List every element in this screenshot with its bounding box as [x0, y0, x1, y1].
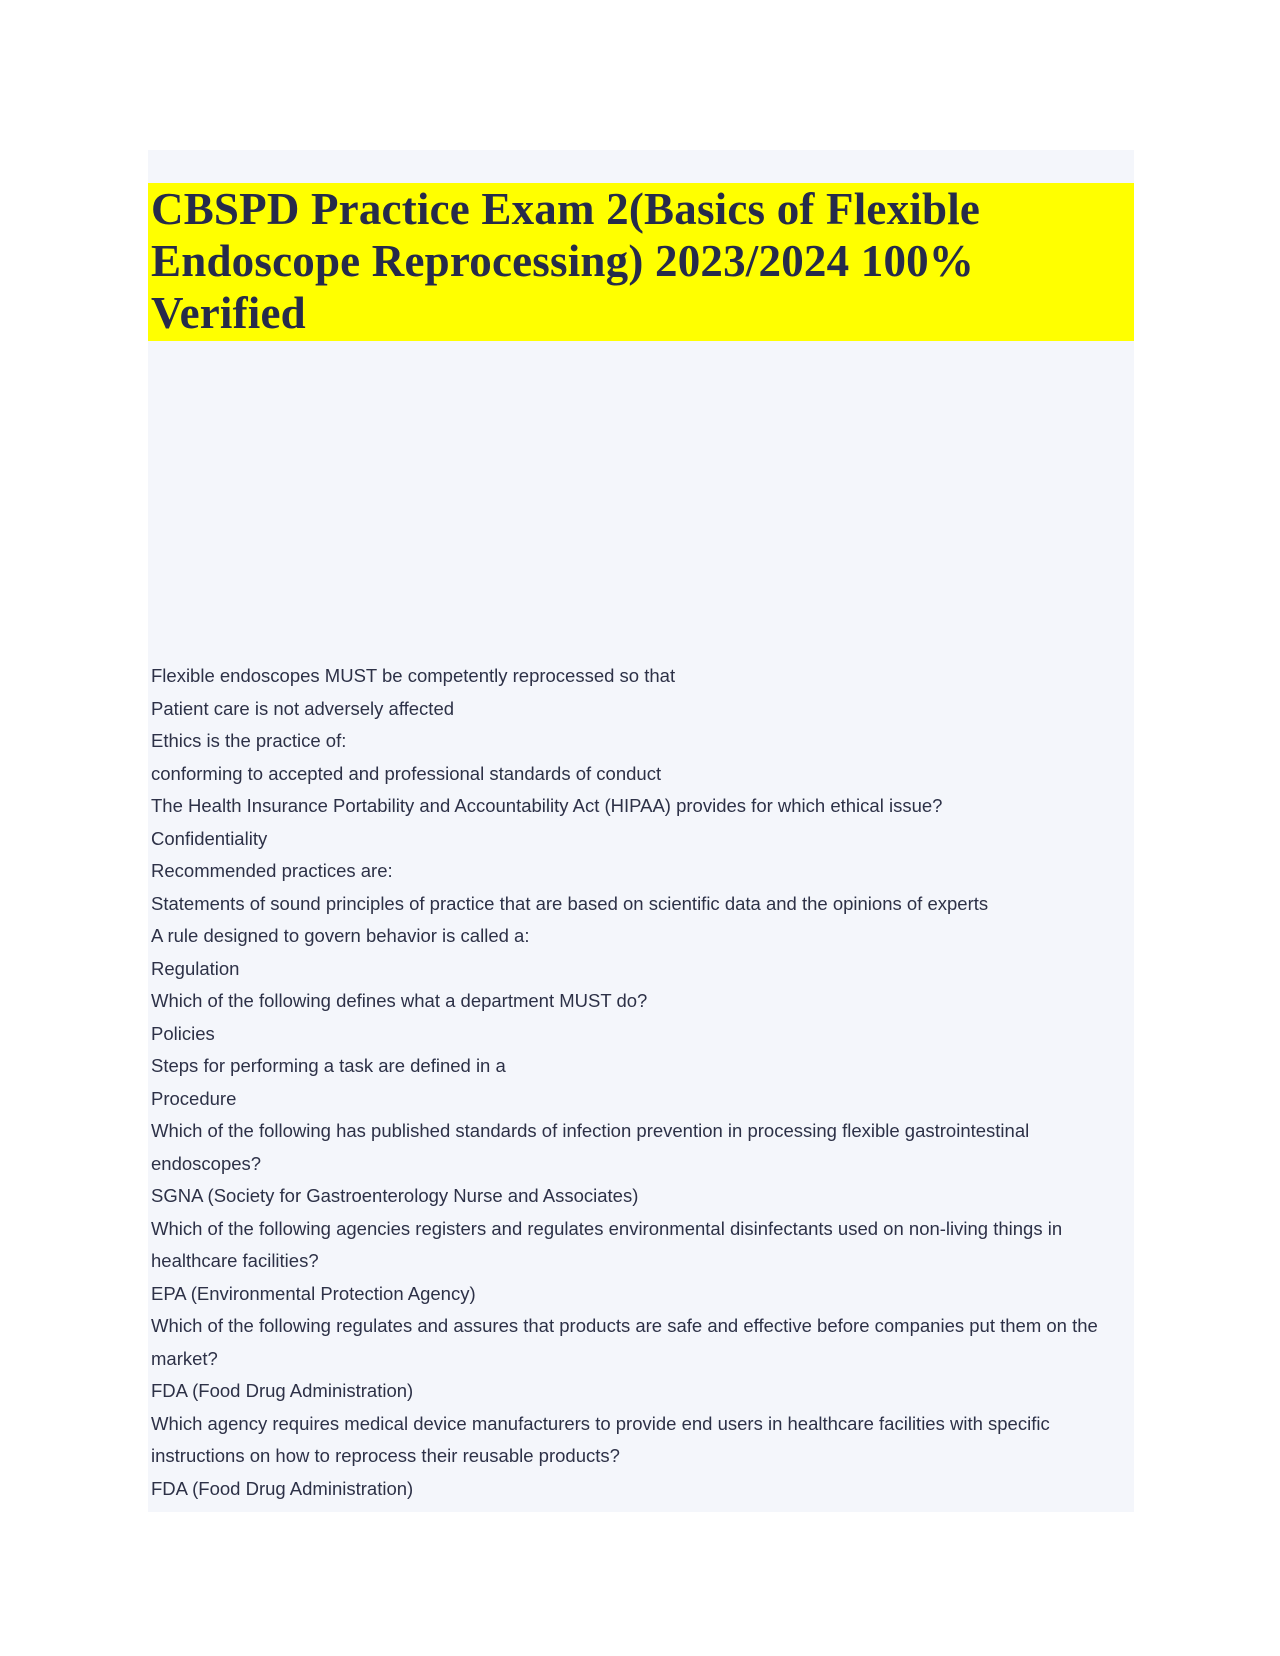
answer-line: FDA (Food Drug Administration): [151, 1477, 414, 1499]
answer-line: Procedure: [151, 1087, 237, 1109]
question-line: Steps for performing a task are defined in a: [151, 1055, 506, 1076]
answer-line: Policies: [151, 1022, 215, 1044]
answer-line: SGNA (Society for Gastroenterology Nurse and Associates): [151, 1185, 639, 1206]
document-title: CBSPD Practice Exam 2(Basics of Flexible Endoscope Reprocessing) 2023/2024 100% Verified: [151, 184, 981, 338]
question-line: Which of the following agencies registers and regulates environmental disinfectants used on non-living things in healthcare facilities?: [151, 1217, 1063, 1271]
question-line: The Health Insurance Portability and Accountability Act (HIPAA) provides for which ethical issue?: [151, 795, 943, 816]
answer-line: conforming to accepted and professional standards of conduct: [151, 762, 662, 784]
answer-line: Statements of sound principles of practice that are based on scientific data and the opinions of experts: [151, 892, 989, 914]
answer-line: Patient care is not adversely affected: [151, 697, 455, 719]
qa-list: [151, 660, 1121, 1505]
question-line: Which of the following regulates and assures that products are safe and effective before companies put them on the market?: [151, 1315, 1098, 1369]
answer-line: EPA (Environmental Protection Agency): [151, 1282, 476, 1304]
question-line: Ethics is the practice of:: [151, 730, 347, 751]
question-line: Flexible endoscopes MUST be competently reprocessed so that: [151, 665, 676, 686]
answer-line: FDA (Food Drug Administration): [151, 1380, 414, 1401]
content-panel: [148, 150, 1134, 1512]
question-line: Which of the following defines what a department MUST do?: [151, 990, 648, 1011]
title-highlight: [148, 183, 1134, 341]
question-line: Which agency requires medical device manufacturers to provide end users in healthcare facilities with specific instructions on how to reprocess their reusable products?: [151, 1412, 1050, 1466]
question-line: A rule designed to govern behavior is called a:: [151, 925, 530, 946]
answer-line: Regulation: [151, 957, 240, 979]
question-line: Recommended practices are:: [151, 860, 393, 881]
answer-line: Confidentiality: [151, 827, 268, 849]
question-line: Which of the following has published standards of infection prevention in processing flexible gastrointestinal endoscopes?: [151, 1120, 1030, 1174]
